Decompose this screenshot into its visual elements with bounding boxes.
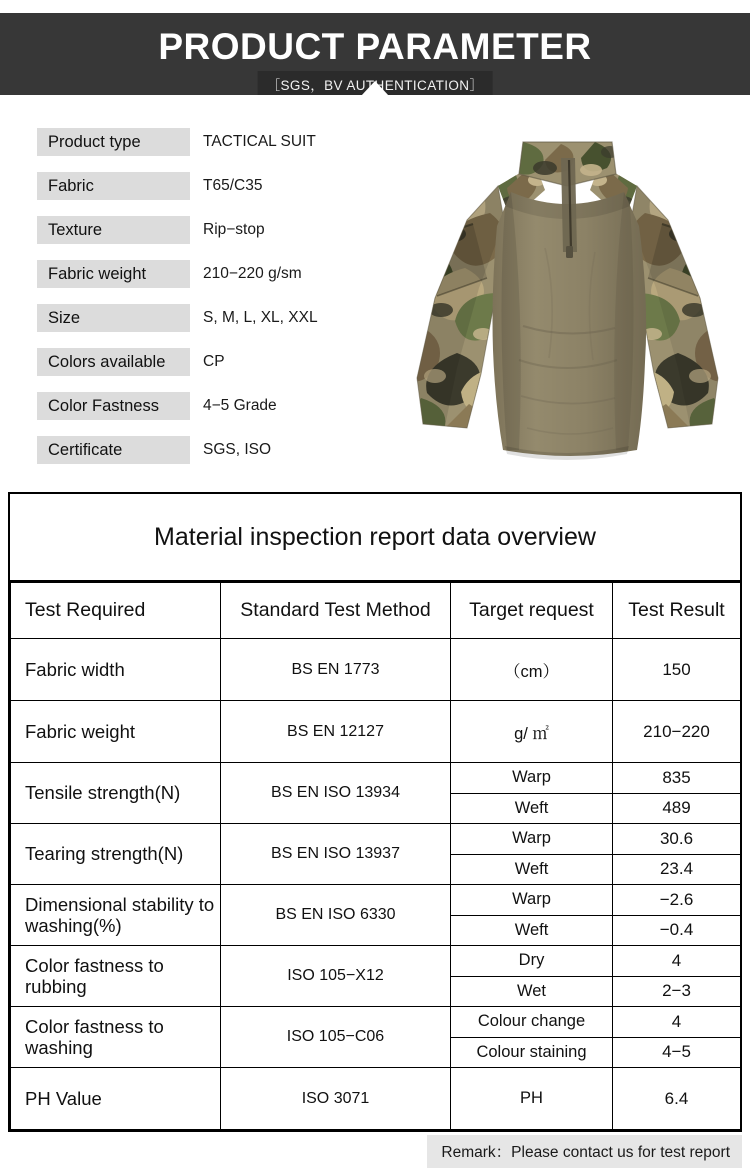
spec-label: Size [37, 304, 190, 332]
table-row [11, 1068, 741, 1130]
column-header-test-result: Test Result [613, 583, 741, 639]
spec-label: Colors available [37, 348, 190, 376]
cell-target: Warp [451, 763, 613, 794]
column-header-target-request: Target request [451, 583, 613, 639]
cell-result: 6.4 [613, 1068, 741, 1130]
spec-row [37, 172, 387, 200]
cell-test-name: Color fastness to washing [11, 1007, 221, 1068]
spec-row [37, 348, 387, 376]
table-row [11, 885, 741, 916]
table-row [11, 639, 741, 701]
cell-target: Colour staining [451, 1037, 613, 1068]
spec-row [37, 128, 387, 156]
specification-list [37, 128, 387, 480]
spec-value: 210−220 g/sm [203, 265, 302, 282]
cell-method: ISO 105−C06 [221, 1007, 451, 1068]
cell-target: g/ ㎡ [451, 701, 613, 763]
cell-method: BS EN ISO 13937 [221, 824, 451, 885]
spec-value: 4−5 Grade [203, 397, 277, 414]
material-inspection-report [8, 492, 742, 1132]
spec-row [37, 260, 387, 288]
cell-test-name: Color fastness to rubbing [11, 946, 221, 1007]
header-notch-triangle-icon [361, 81, 389, 95]
spec-row [37, 304, 387, 332]
spec-row [37, 216, 387, 244]
cell-method: ISO 3071 [221, 1068, 451, 1130]
cell-target: Weft [451, 915, 613, 946]
spec-row [37, 392, 387, 420]
cell-result: 835 [613, 763, 741, 794]
cell-target: Wet [451, 976, 613, 1007]
cell-target: Dry [451, 946, 613, 977]
cell-result: 30.6 [613, 824, 741, 855]
report-table [10, 582, 741, 1130]
spec-value: T65/C35 [203, 177, 263, 194]
spec-value: TACTICAL SUIT [203, 133, 316, 150]
cell-method: BS EN 1773 [221, 639, 451, 701]
cell-method: BS EN 12127 [221, 701, 451, 763]
cell-method: BS EN ISO 6330 [221, 885, 451, 946]
spec-row [37, 436, 387, 464]
cell-target: Colour change [451, 1007, 613, 1038]
cell-result: 150 [613, 639, 741, 701]
cell-result: 2−3 [613, 976, 741, 1007]
cell-target: Warp [451, 885, 613, 916]
report-caption: Material inspection report data overview [10, 494, 740, 582]
cell-result: 4 [613, 1007, 741, 1038]
spec-value: S, M, L, XL, XXL [203, 309, 318, 326]
page-header [0, 13, 750, 95]
spec-label: Texture [37, 216, 190, 244]
cell-method: ISO 105−X12 [221, 946, 451, 1007]
spec-label: Fabric weight [37, 260, 190, 288]
spec-value: SGS, ISO [203, 441, 272, 458]
cell-target: PH [451, 1068, 613, 1130]
cell-test-name: PH Value [11, 1068, 221, 1130]
spec-label: Color Fastness [37, 392, 190, 420]
cell-result: 4 [613, 946, 741, 977]
cell-result: −2.6 [613, 885, 741, 916]
cell-test-name: Dimensional stability to washing(%) [11, 885, 221, 946]
zipper-pull [566, 246, 573, 258]
cell-test-name: Tearing strength(N) [11, 824, 221, 885]
table-row [11, 701, 741, 763]
table-row [11, 946, 741, 977]
spec-label: Fabric [37, 172, 190, 200]
cell-target: Weft [451, 854, 613, 885]
spec-label: Certificate [37, 436, 190, 464]
page-title: PRODUCT PARAMETER [158, 26, 592, 67]
table-row [11, 824, 741, 855]
table-row [11, 763, 741, 794]
table-row [11, 1007, 741, 1038]
cell-result: 23.4 [613, 854, 741, 885]
column-header-test-required: Test Required [11, 583, 221, 639]
cell-target: Weft [451, 793, 613, 824]
spec-value: Rip−stop [203, 221, 265, 238]
remark-note: Remark：Please contact us for test report [427, 1135, 742, 1168]
spec-label: Product type [37, 128, 190, 156]
cell-result: 489 [613, 793, 741, 824]
cell-test-name: Fabric weight [11, 701, 221, 763]
cell-result: 210−220 [613, 701, 741, 763]
cell-target: Warp [451, 824, 613, 855]
cell-result: −0.4 [613, 915, 741, 946]
cell-result: 4−5 [613, 1037, 741, 1068]
product-photo-tactical-shirt [395, 128, 740, 478]
cell-target: （cm） [451, 639, 613, 701]
certification-badge: ［SGS，BV AUTHENTICATION］ [258, 71, 493, 95]
cell-test-name: Fabric width [11, 639, 221, 701]
table-header-row [11, 583, 741, 639]
cell-test-name: Tensile strength(N) [11, 763, 221, 824]
spec-value: CP [203, 353, 225, 370]
cell-method: BS EN ISO 13934 [221, 763, 451, 824]
column-header-standard-test-method: Standard Test Method [221, 583, 451, 639]
